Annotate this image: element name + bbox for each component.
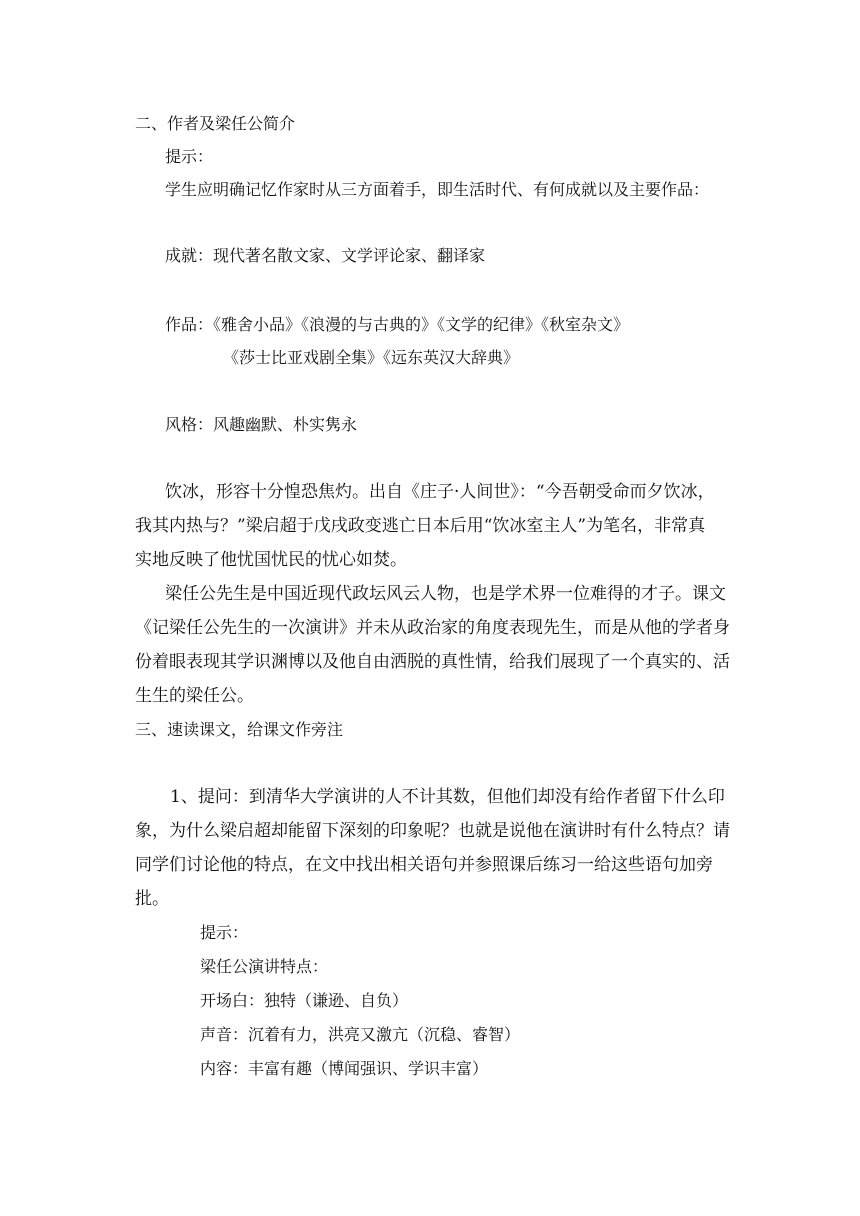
achievement-line: 成就：现代著名散文家、文学评论家、翻译家 [165, 246, 486, 265]
liang-paragraph-line: 份着眼表现其学识渊博以及他自由洒脱的真性情，给我们展现了一个真实的、活 [135, 652, 730, 672]
liang-paragraph-line: 《记梁任公先生的一次演讲》并未从政治家的角度表现先生，而是从他的学者身 [135, 618, 730, 638]
liang-paragraph-line: 梁任公先生是中国近现代政坛风云人物，也是学术界一位难得的才子。课文 [165, 584, 726, 604]
feature-item: 声音：沉着有力，洪亮又激亢（沉稳、睿智） [200, 1025, 521, 1044]
hint-label-2: 提示： [200, 923, 249, 942]
liang-paragraph-line: 生生的梁任公。 [135, 686, 254, 706]
works-line-1: 作品：《雅舍小品》《浪漫的与古典的》《文学的纪律》《秋室杂文》 [165, 315, 630, 334]
question-paragraph-line: 象，为什么梁启超却能留下深刻的印象呢？也就是说他在演讲时有什么特点？请 [135, 821, 730, 841]
question-paragraph-line: 1、提问：到清华大学演讲的人不计其数，但他们却没有给作者留下什么印 [170, 787, 725, 807]
yinbing-paragraph-line: 实地反映了他忧国忧民的忧心如焚。 [135, 550, 407, 570]
question-paragraph-line: 同学们讨论他的特点，在文中找出相关语句并参照课后练习一给这些语句加旁 [135, 855, 713, 875]
works-line-2: 《莎士比亚戏剧全集》《远东英汉大辞典》 [223, 348, 520, 367]
section-heading-3: 三、速读课文，给课文作旁注 [135, 720, 344, 739]
yinbing-paragraph-line: 我其内热与？”梁启超于戊戌政变逃亡日本后用“饮冰室主人”为笔名，非常真 [135, 516, 706, 536]
feature-item: 开场白：独特（谦逊、自负） [200, 991, 409, 1010]
feature-item: 内容：丰富有趣（博闻强识、学识丰富） [200, 1059, 489, 1078]
hint-label: 提示： [165, 147, 214, 166]
intro-paragraph: 学生应明确记忆作家时从三方面着手，即生活时代、有何成就以及主要作品： [165, 180, 710, 199]
yinbing-paragraph-line: 饮冰，形容十分惶恐焦灼。出自《庄子·人间世》：“今吾朝受命而夕饮冰， [165, 482, 715, 502]
question-paragraph-line: 批。 [135, 889, 169, 909]
style-line: 风格：风趣幽默、朴实隽永 [165, 415, 358, 434]
features-title: 梁任公演讲特点： [200, 957, 329, 976]
section-heading-2: 二、作者及梁任公简介 [135, 114, 296, 133]
